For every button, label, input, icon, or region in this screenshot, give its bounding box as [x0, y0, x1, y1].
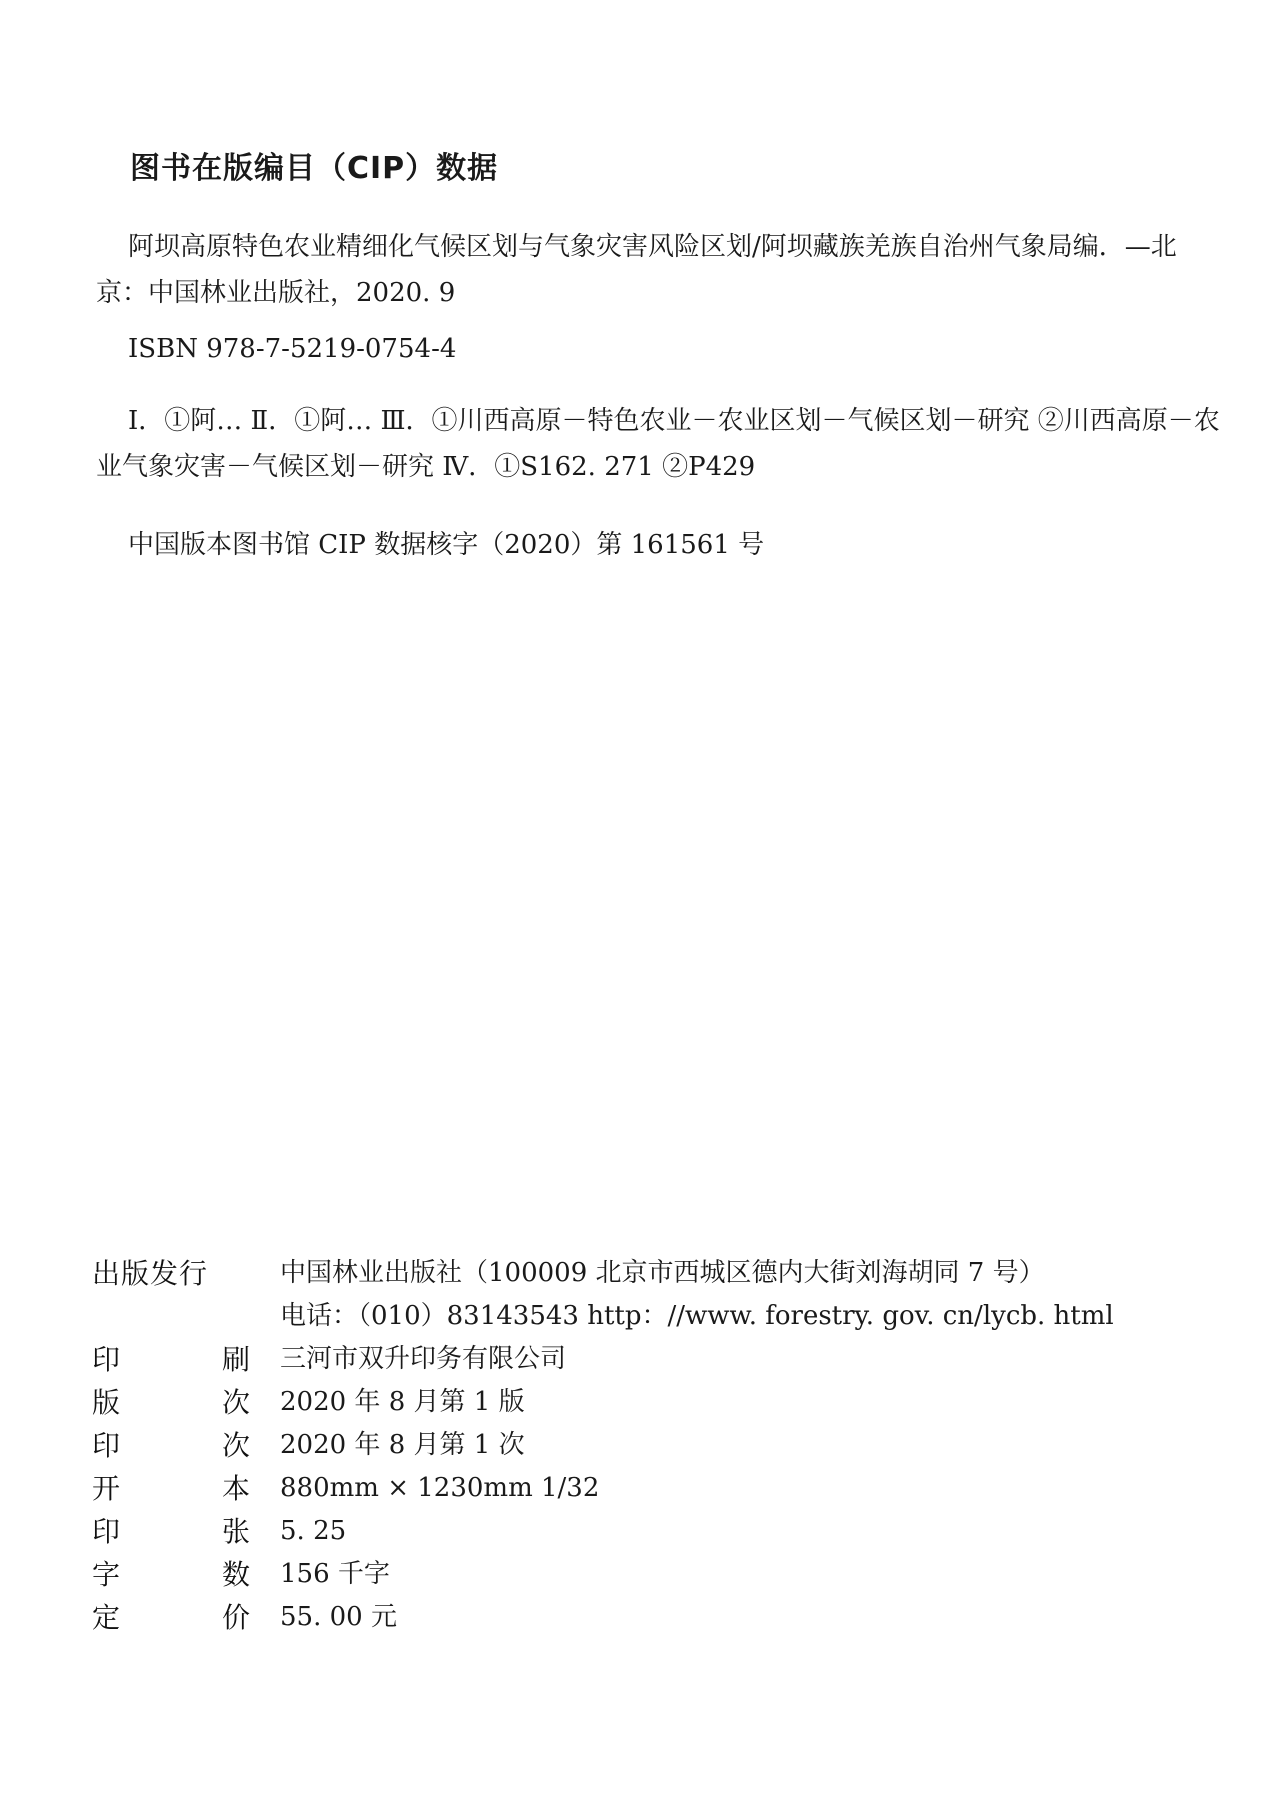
- printer-label: 印 刷: [92, 1343, 250, 1376]
- cip-record-block: [96, 224, 1226, 316]
- format-row: [92, 1467, 1114, 1510]
- cip-number: 中国版本图书馆 CIP 数据核字（2020）第 161561 号: [128, 530, 765, 560]
- edition-row: [92, 1381, 1114, 1424]
- sheets-row: [92, 1510, 1114, 1553]
- printer-value: 三河市双升印务有限公司: [280, 1344, 567, 1374]
- word-count-label: 字 数: [92, 1558, 250, 1591]
- empty-label: [92, 1295, 250, 1338]
- sheets-value: 5. 25: [280, 1516, 347, 1546]
- publisher-label: 出版发行: [92, 1257, 209, 1290]
- edition-value: 2020 年 8 月第 1 版: [280, 1387, 525, 1417]
- word-count-row: [92, 1553, 1114, 1596]
- publisher-phone: 电话：（010）83143543 http：//www. forestry. gov. cn/lycb. html: [280, 1301, 1114, 1331]
- publisher-value: 中国林业出版社（100009 北京市西城区德内大街刘海胡同 7 号）: [280, 1258, 1045, 1288]
- cip-heading: 图书在版编目（CIP）数据: [130, 151, 499, 186]
- cip-classification: Ⅰ．①阿… Ⅱ．①阿… Ⅲ．①川西高原－特色农业－农业区划－气候区划－研究 ②川西高原－农业气象灾害－气候区划－研究 Ⅳ．①S162. 271 ②P429: [96, 406, 1220, 482]
- format-value: 880mm × 1230mm 1/32: [280, 1473, 600, 1503]
- impression-label: 印 次: [92, 1429, 250, 1462]
- price-value: 55. 00 元: [280, 1602, 397, 1632]
- format-label: 开 本: [92, 1472, 250, 1505]
- price-row: [92, 1596, 1114, 1639]
- publisher-phone-row: [92, 1295, 1114, 1338]
- impression-value: 2020 年 8 月第 1 次: [280, 1430, 525, 1460]
- sheets-label: 印 张: [92, 1515, 250, 1548]
- word-count-value: 156 千字: [280, 1559, 390, 1589]
- cip-bibliographic-record: 阿坝高原特色农业精细化气候区划与气象灾害风险区划/阿坝藏族羌族自治州气象局编．—北京：中国林业出版社，2020. 9: [96, 232, 1177, 308]
- cip-isbn: ISBN 978-7-5219-0754-4: [128, 334, 457, 364]
- printer-row: [92, 1338, 1114, 1381]
- price-label: 定 价: [92, 1601, 250, 1634]
- publisher-row: [92, 1252, 1114, 1295]
- impression-row: [92, 1424, 1114, 1467]
- cip-classification-block: [96, 398, 1226, 490]
- cip-number-block: [96, 522, 1226, 568]
- publication-info: [92, 1252, 1114, 1639]
- edition-label: 版 次: [92, 1386, 250, 1419]
- cip-isbn-block: [96, 326, 1226, 372]
